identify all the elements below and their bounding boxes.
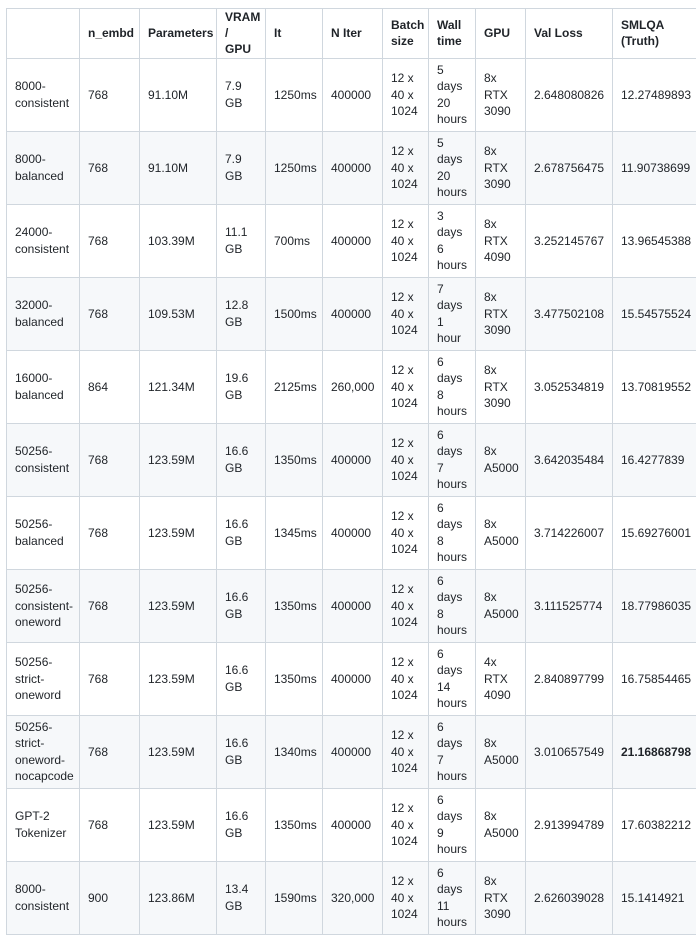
table-cell: 16.6 GB: [217, 642, 266, 715]
table-cell: 864: [80, 350, 140, 423]
table-cell: 24000-consistent: [7, 204, 80, 277]
table-row: [7, 277, 696, 350]
table-cell: 6 days 7 hours: [429, 423, 476, 496]
table-cell: 400000: [323, 204, 383, 277]
table-cell: 12 x 40 x 1024: [383, 788, 429, 861]
table-cell: 8x RTX 3090: [476, 277, 526, 350]
table-cell: 3.111525774: [526, 569, 613, 642]
table-cell: 8x RTX 3090: [476, 58, 526, 131]
table-cell: 11.90738699: [613, 131, 696, 204]
table-cell: 2.648080826: [526, 58, 613, 131]
table-cell: 123.59M: [140, 569, 217, 642]
header-cell-smlqa: SMLQA (Truth): [613, 9, 696, 59]
table-cell: 1500ms: [266, 277, 323, 350]
table-cell: 50256-consistent: [7, 423, 80, 496]
table-cell: 1250ms: [266, 131, 323, 204]
table-cell: 12 x 40 x 1024: [383, 642, 429, 715]
table-cell: 6 days 7 hours: [429, 715, 476, 788]
table-cell: 21.16868798: [613, 715, 696, 788]
table-cell: 6 days 8 hours: [429, 569, 476, 642]
table-cell: 15.1414921: [613, 861, 696, 934]
table-cell: 16.4277839: [613, 423, 696, 496]
table-cell: 8x RTX 3090: [476, 350, 526, 423]
table-cell: 8x RTX 3090: [476, 131, 526, 204]
table-cell: 400000: [323, 131, 383, 204]
table-cell: 400000: [323, 569, 383, 642]
table-cell: 50256-balanced: [7, 496, 80, 569]
table-cell: 19.6 GB: [217, 350, 266, 423]
table-cell: 123.86M: [140, 861, 217, 934]
table-cell: 3.714226007: [526, 496, 613, 569]
table-cell: 3.252145767: [526, 204, 613, 277]
table-cell: 15.69276001: [613, 496, 696, 569]
table-cell: 400000: [323, 423, 383, 496]
table-cell: 1345ms: [266, 496, 323, 569]
table-cell: 123.59M: [140, 642, 217, 715]
header-cell-model: [7, 9, 80, 59]
table-cell: 8x A5000: [476, 496, 526, 569]
table-cell: 8x A5000: [476, 788, 526, 861]
table-cell: 3.642035484: [526, 423, 613, 496]
table-cell: 6 days 8 hours: [429, 350, 476, 423]
table-cell: 16.6 GB: [217, 715, 266, 788]
table-row: [7, 204, 696, 277]
table-cell: 50256-strict-oneword: [7, 642, 80, 715]
table-cell: 16.6 GB: [217, 788, 266, 861]
header-cell-vram: VRAM / GPU: [217, 9, 266, 59]
table-cell: 6 days 9 hours: [429, 788, 476, 861]
table-cell: 400000: [323, 788, 383, 861]
header-cell-n-iter: N Iter: [323, 9, 383, 59]
table-cell: 12 x 40 x 1024: [383, 131, 429, 204]
header-cell-n-embd: n_embd: [80, 9, 140, 59]
table-cell: 400000: [323, 496, 383, 569]
table-row: [7, 496, 696, 569]
table-cell: 6 days 14 hours: [429, 642, 476, 715]
table-row: [7, 423, 696, 496]
table-cell: 12 x 40 x 1024: [383, 861, 429, 934]
table-cell: 5 days 20 hours: [429, 58, 476, 131]
table-cell: 109.53M: [140, 277, 217, 350]
table-cell: 4x RTX 4090: [476, 642, 526, 715]
table-row: [7, 861, 696, 934]
header-row: [7, 9, 696, 59]
table-cell: 1350ms: [266, 423, 323, 496]
table-cell: 13.70819552: [613, 350, 696, 423]
table-cell: 13.96545388: [613, 204, 696, 277]
table-cell: 768: [80, 715, 140, 788]
table-cell: 7.9 GB: [217, 58, 266, 131]
table-cell: 8x A5000: [476, 423, 526, 496]
table-row: [7, 569, 696, 642]
table-cell: 768: [80, 496, 140, 569]
table-cell: 3.010657549: [526, 715, 613, 788]
table-cell: 768: [80, 204, 140, 277]
table-cell: 103.39M: [140, 204, 217, 277]
table-cell: 121.34M: [140, 350, 217, 423]
table-cell: 12.8 GB: [217, 277, 266, 350]
header-cell-wall-time: Wall time: [429, 9, 476, 59]
table-cell: 12.27489893: [613, 58, 696, 131]
table-cell: 7 days 1 hour: [429, 277, 476, 350]
header-cell-gpu: GPU: [476, 9, 526, 59]
table-cell: 6 days 11 hours: [429, 861, 476, 934]
header-cell-val-loss: Val Loss: [526, 9, 613, 59]
table-cell: 18.77986035: [613, 569, 696, 642]
table-cell: 12 x 40 x 1024: [383, 496, 429, 569]
table-cell: 768: [80, 131, 140, 204]
table-cell: 15.54575524: [613, 277, 696, 350]
table-cell: 16.6 GB: [217, 569, 266, 642]
table-cell: 400000: [323, 715, 383, 788]
table-row: [7, 58, 696, 131]
table-cell: 16000-balanced: [7, 350, 80, 423]
table-cell: 700ms: [266, 204, 323, 277]
table-cell: 2.678756475: [526, 131, 613, 204]
header-cell-it: It: [266, 9, 323, 59]
table-cell: 1590ms: [266, 861, 323, 934]
table-cell: 12 x 40 x 1024: [383, 58, 429, 131]
table-cell: 91.10M: [140, 58, 217, 131]
table-cell: 12 x 40 x 1024: [383, 569, 429, 642]
table-cell: 1350ms: [266, 569, 323, 642]
table-row: [7, 350, 696, 423]
table-cell: 12 x 40 x 1024: [383, 277, 429, 350]
table-cell: 320,000: [323, 861, 383, 934]
table-cell: 8x RTX 3090: [476, 861, 526, 934]
table-cell: 8x A5000: [476, 569, 526, 642]
table-cell: 1340ms: [266, 715, 323, 788]
table-cell: 768: [80, 58, 140, 131]
table-row: [7, 788, 696, 861]
table-cell: 12 x 40 x 1024: [383, 350, 429, 423]
table-cell: 91.10M: [140, 131, 217, 204]
table-cell: 16.6 GB: [217, 496, 266, 569]
table-row: [7, 131, 696, 204]
table-cell: 13.4 GB: [217, 861, 266, 934]
table-cell: 16.75854465: [613, 642, 696, 715]
table-cell: 123.59M: [140, 715, 217, 788]
table-cell: 2.913994789: [526, 788, 613, 861]
table-cell: GPT-2 Tokenizer: [7, 788, 80, 861]
header-cell-batch-size: Batch size: [383, 9, 429, 59]
table-cell: 17.60382212: [613, 788, 696, 861]
table-cell: 8000-consistent: [7, 861, 80, 934]
table-cell: 768: [80, 788, 140, 861]
table-cell: 7.9 GB: [217, 131, 266, 204]
table-cell: 12 x 40 x 1024: [383, 715, 429, 788]
table-cell: 400000: [323, 277, 383, 350]
table-cell: 400000: [323, 58, 383, 131]
table-cell: 8000-balanced: [7, 131, 80, 204]
table-cell: 12 x 40 x 1024: [383, 204, 429, 277]
header-cell-parameters: Parameters: [140, 9, 217, 59]
table-cell: 1350ms: [266, 788, 323, 861]
table-row: [7, 642, 696, 715]
table-cell: 123.59M: [140, 496, 217, 569]
table-cell: 8000-consistent: [7, 58, 80, 131]
table-cell: 3 days 6 hours: [429, 204, 476, 277]
table-cell: 1250ms: [266, 58, 323, 131]
table-cell: 2.840897799: [526, 642, 613, 715]
table-cell: 50256-strict-oneword-nocapcode: [7, 715, 80, 788]
results-table: [6, 8, 696, 935]
table-cell: 400000: [323, 642, 383, 715]
table-cell: 260,000: [323, 350, 383, 423]
table-cell: 8x A5000: [476, 715, 526, 788]
table-cell: 2.626039028: [526, 861, 613, 934]
table-cell: 8x RTX 4090: [476, 204, 526, 277]
table-cell: 768: [80, 642, 140, 715]
table-cell: 768: [80, 277, 140, 350]
table-cell: 50256-consistent-oneword: [7, 569, 80, 642]
table-cell: 32000-balanced: [7, 277, 80, 350]
table-cell: 768: [80, 423, 140, 496]
table-cell: 5 days 20 hours: [429, 131, 476, 204]
table-cell: 768: [80, 569, 140, 642]
table-cell: 11.1 GB: [217, 204, 266, 277]
table-cell: 2125ms: [266, 350, 323, 423]
table-cell: 123.59M: [140, 423, 217, 496]
table-row: [7, 715, 696, 788]
table-cell: 3.477502108: [526, 277, 613, 350]
table-cell: 3.052534819: [526, 350, 613, 423]
table-cell: 6 days 8 hours: [429, 496, 476, 569]
table-cell: 16.6 GB: [217, 423, 266, 496]
table-cell: 900: [80, 861, 140, 934]
table-cell: 12 x 40 x 1024: [383, 423, 429, 496]
table-cell: 1350ms: [266, 642, 323, 715]
table-cell: 123.59M: [140, 788, 217, 861]
